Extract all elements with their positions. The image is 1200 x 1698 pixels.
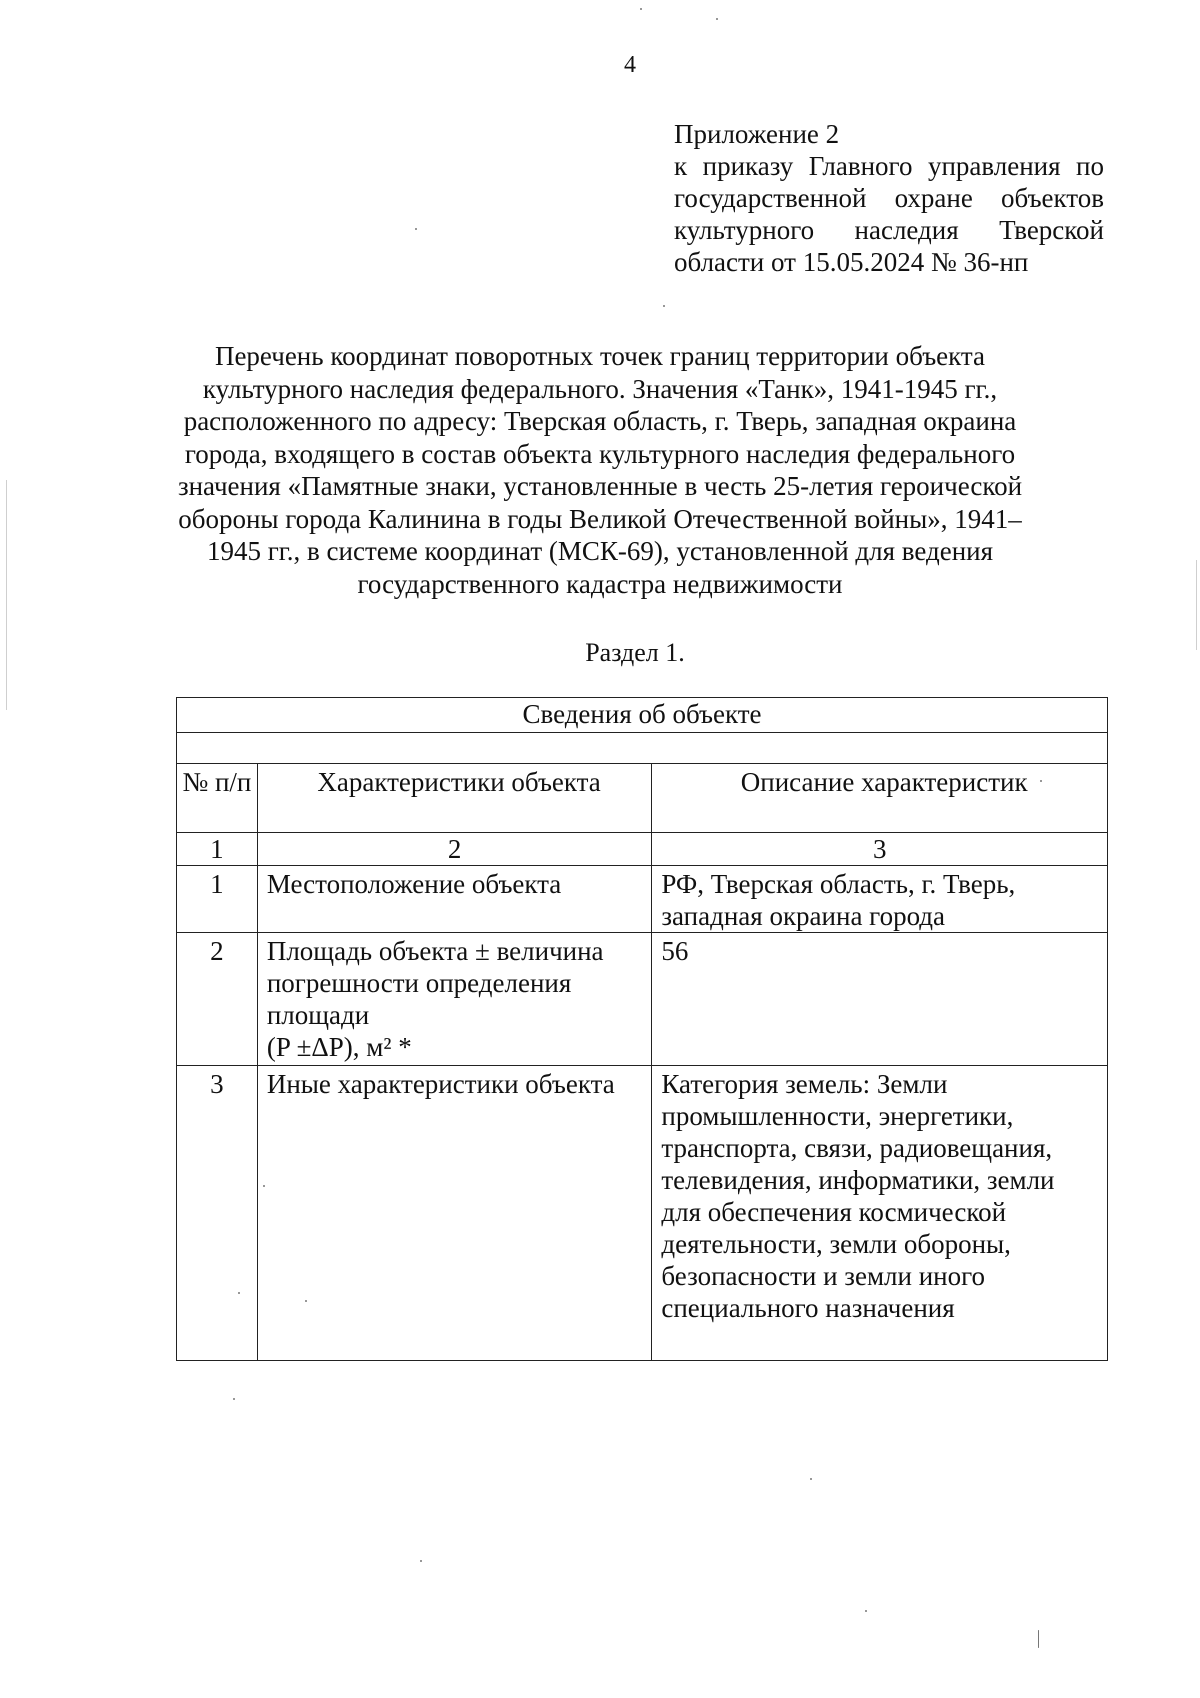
row-num: 3 bbox=[177, 1066, 258, 1361]
row-num: 2 bbox=[177, 933, 258, 1066]
scan-edge-mark bbox=[6, 480, 7, 710]
title-line: города, входящего в состав объекта культурного наследия федерального bbox=[184, 438, 1016, 469]
header-description: Описание характеристик bbox=[652, 764, 1108, 833]
description-line: деятельности, земли обороны, bbox=[661, 1229, 1011, 1259]
row-characteristic bbox=[257, 933, 652, 1066]
column-number-row bbox=[177, 833, 1108, 866]
appendix-line: Приложение 2 bbox=[674, 119, 840, 149]
description-line: транспорта, связи, радиовещания, bbox=[661, 1133, 1053, 1163]
characteristic-line: Площадь объекта ± величина bbox=[266, 936, 604, 966]
appendix-line: области от 15.05.2024 № 36-нп bbox=[674, 247, 1029, 277]
object-info-table bbox=[176, 697, 1108, 1361]
title-line: культурного наследия федерального. Значения «Танк», 1941-1945 гг., bbox=[202, 373, 998, 404]
table-empty-row bbox=[177, 733, 1108, 764]
row-description: 56 bbox=[652, 933, 1108, 1066]
row-num: 1 bbox=[177, 866, 258, 933]
table-caption-row bbox=[177, 698, 1108, 733]
title-line: 1945 гг., в системе координат (МСК-69), установленной для ведения bbox=[206, 536, 994, 566]
section-title: Раздел 1. bbox=[585, 638, 685, 667]
page-number: 4 bbox=[624, 52, 636, 78]
characteristic-line: площади bbox=[266, 1000, 370, 1030]
column-number: 2 bbox=[257, 833, 652, 866]
row-characteristic: Иные характеристики объекта bbox=[257, 1066, 652, 1361]
table-row bbox=[177, 933, 1108, 1066]
appendix-line: государственной охране объектов bbox=[674, 183, 1104, 213]
title-line: значения «Памятные знаки, установленные в честь 25-летия героической bbox=[177, 471, 1023, 501]
title-line: государственного кадастра недвижимости bbox=[357, 568, 843, 599]
row-description bbox=[652, 1066, 1108, 1361]
table-caption: Сведения об объекте bbox=[177, 698, 1108, 733]
description-line: для обеспечения космической bbox=[661, 1197, 1007, 1227]
title-line: обороны города Калинина в годы Великой Отечественной войны», 1941– bbox=[178, 503, 1022, 534]
header-characteristic: Характеристики объекта bbox=[257, 764, 652, 833]
appendix-line: к приказу Главного управления по bbox=[674, 151, 1104, 181]
description-line: безопасности и земли иного bbox=[661, 1261, 986, 1291]
table-row bbox=[177, 1066, 1108, 1361]
column-number: 1 bbox=[177, 833, 258, 866]
appendix-line: культурного наследия Тверской bbox=[674, 215, 1104, 245]
document-title bbox=[160, 340, 1040, 600]
title-line: расположенного по адресу: Тверская область, г. Тверь, западная окраина bbox=[183, 406, 1017, 436]
scan-edge-mark bbox=[1196, 560, 1197, 650]
characteristic-line: (P ±ΔP), м² * bbox=[266, 1032, 412, 1062]
description-line: телевидения, информатики, земли bbox=[661, 1165, 1055, 1195]
row-characteristic: Местоположение объекта bbox=[257, 866, 652, 933]
description-line: Категория земель: Земли bbox=[661, 1069, 948, 1099]
table-header-row bbox=[177, 764, 1108, 833]
appendix-header bbox=[674, 118, 1104, 278]
header-num: № п/п bbox=[177, 764, 258, 833]
description-line: промышленности, энергетики, bbox=[661, 1101, 1014, 1131]
description-line: специального назначения bbox=[661, 1293, 955, 1323]
table-row bbox=[177, 866, 1108, 933]
row-description: РФ, Тверская область, г. Тверь, западная окраина города bbox=[652, 866, 1108, 933]
column-number: 3 bbox=[652, 833, 1108, 866]
characteristic-line: погрешности определения bbox=[266, 968, 572, 998]
title-line: Перечень координат поворотных точек границ территории объекта bbox=[214, 341, 986, 371]
